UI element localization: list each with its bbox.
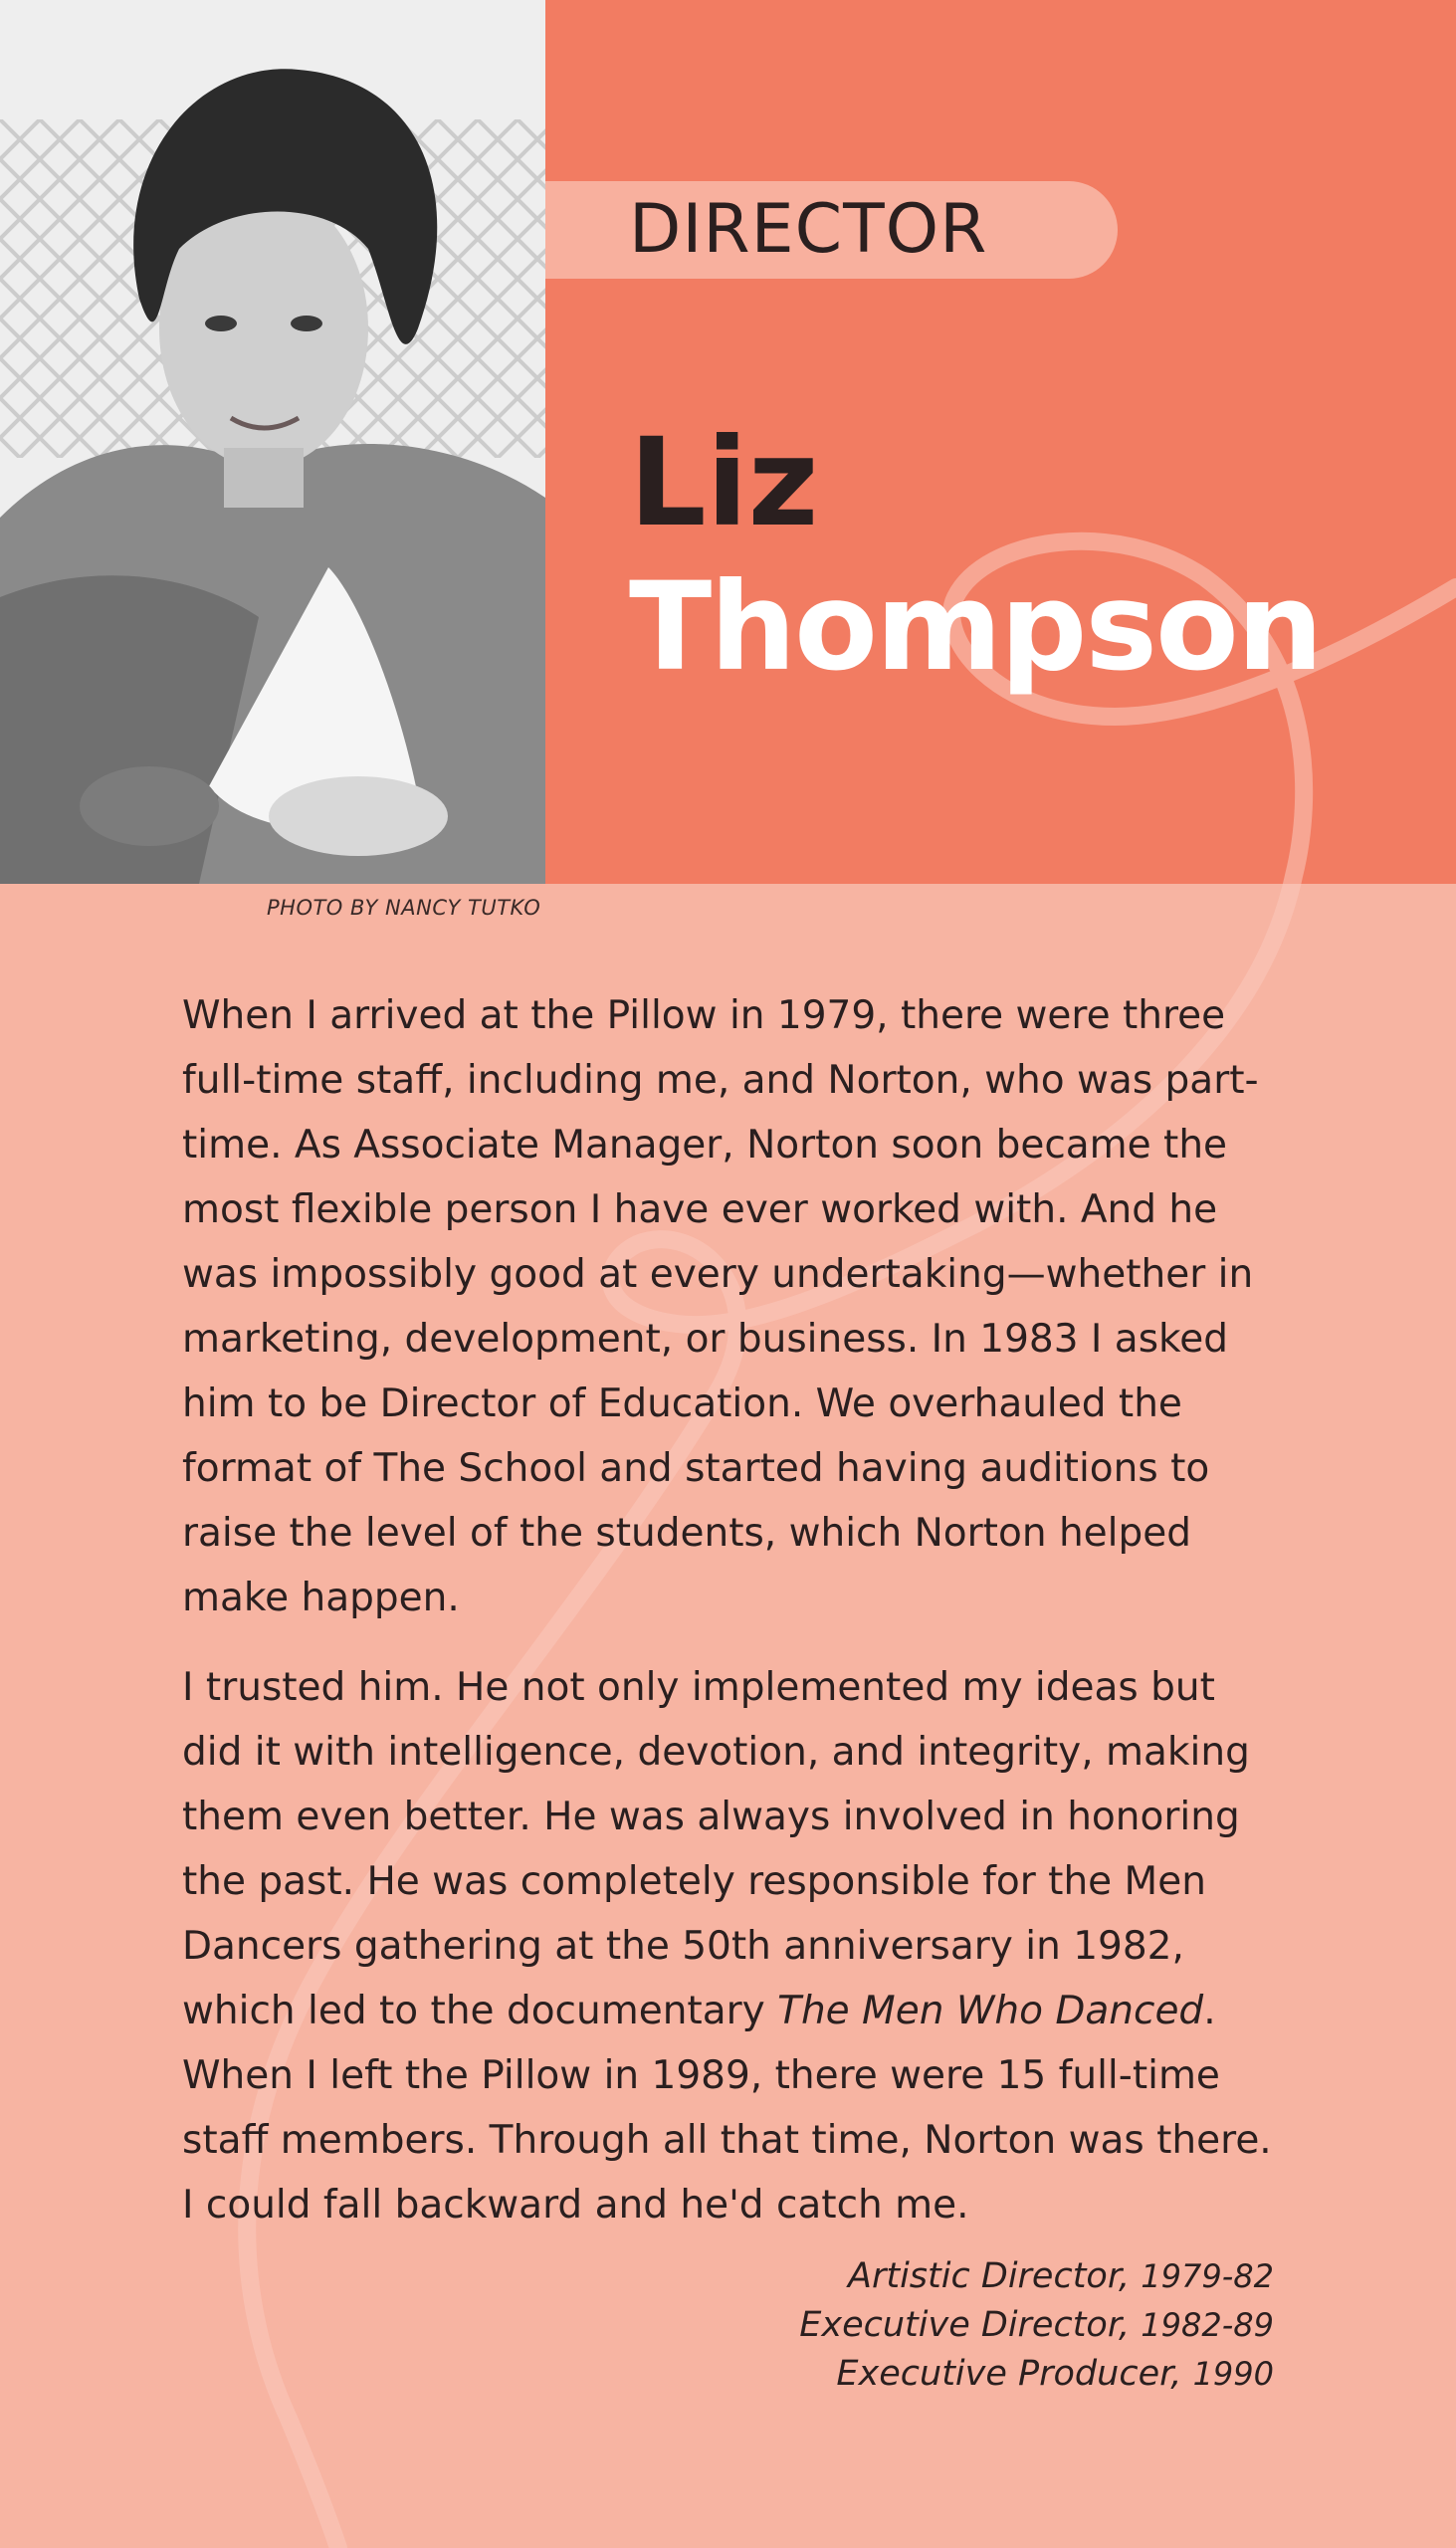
career-titles: [799, 2252, 1274, 2399]
paragraph-2-text-a: I trusted him. He not only implemented my ideas but did it with intelligence, devotion, and integrity, making them even better. He was always involved in honoring the past. He was completely responsible for the Men Dancers gathering at the 50th anniversary in 1982, which led to the documentary: [182, 1665, 1250, 2033]
title-role: Executive Director,: [799, 2305, 1131, 2345]
title-role: Executive Producer,: [836, 2354, 1182, 2394]
portrait-image: [0, 0, 545, 884]
title-years: 1979-82: [1141, 2257, 1274, 2295]
paragraph-2: [182, 1655, 1287, 2237]
title-line: [799, 2350, 1274, 2399]
title-years: 1990: [1192, 2355, 1274, 2393]
portrait-photo: [0, 0, 545, 884]
quote-body: [182, 983, 1287, 2262]
title-line: [799, 2252, 1274, 2301]
paragraph-1: When I arrived at the Pillow in 1979, there were three full-time staff, including me, and Norton, who was part-time. As Associate Manager, Norton soon became the most flexible person I have ever worked with. And he was impossibly good at every undertaking—whether in marketing, development, or business. In 1983 I asked him to be Director of Education. We overhauled the format of The School and started having auditions to raise the level of the students, which Norton helped make happen.: [182, 993, 1259, 1620]
role-label: DIRECTOR: [629, 190, 988, 269]
photo-credit: PHOTO BY NANCY TUTKO: [267, 896, 541, 920]
paragraph-2-text-b: . When I left the Pillow in 1989, there were 15 full-time staff members. Through all that time, Norton was there. I could fall backward and he'd catch me.: [182, 1989, 1272, 2228]
last-name: Thompson: [629, 556, 1322, 698]
title-years: 1982-89: [1141, 2306, 1274, 2344]
film-title: The Men Who Danced: [777, 1989, 1204, 2033]
title-line: [799, 2301, 1274, 2350]
title-role: Artistic Director,: [848, 2256, 1131, 2296]
first-name: Liz: [629, 412, 819, 553]
